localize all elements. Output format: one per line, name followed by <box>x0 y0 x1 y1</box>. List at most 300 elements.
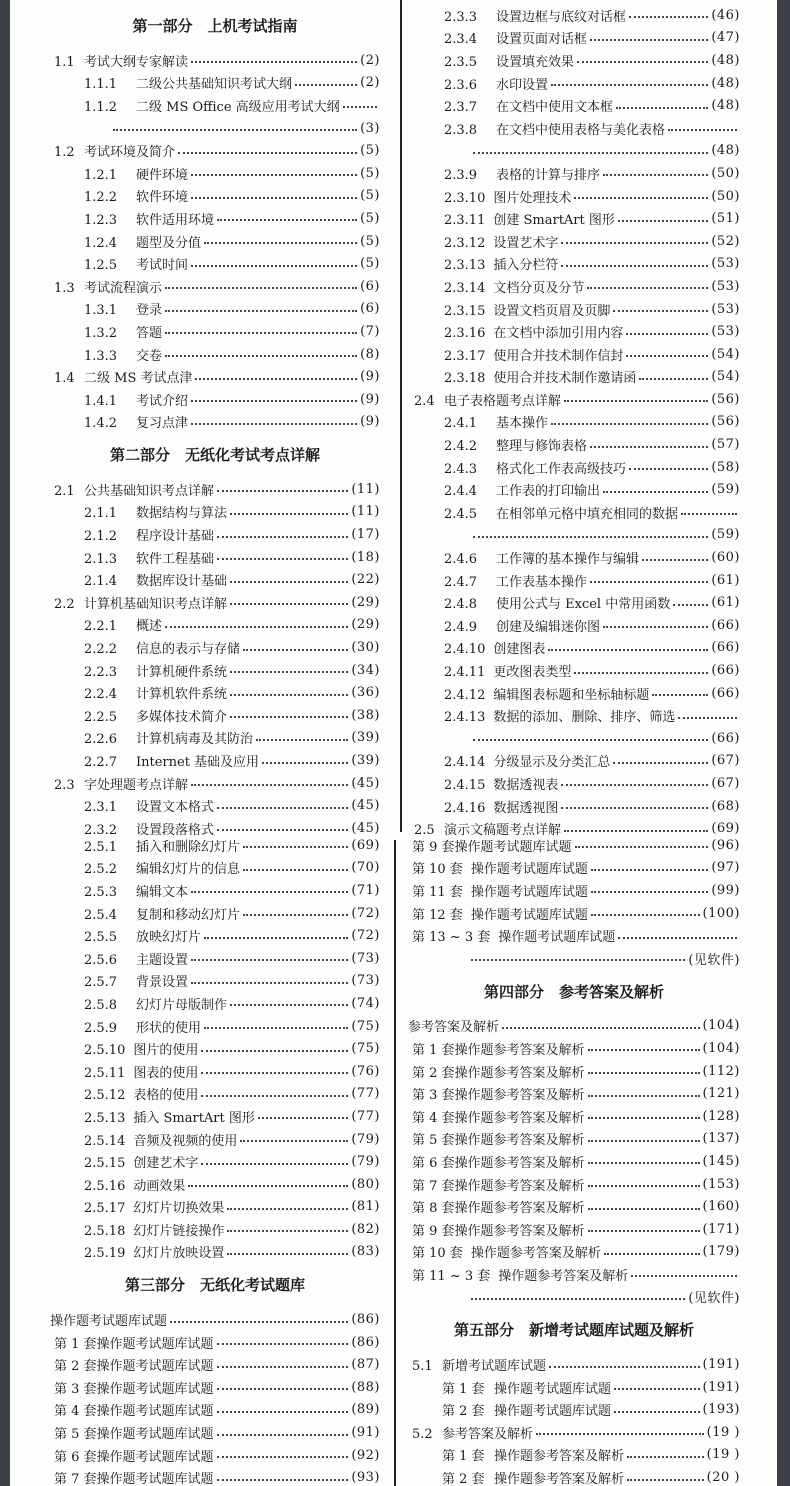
section-number: 2.3.6 <box>444 77 478 93</box>
page-number: (89) <box>351 1402 380 1418</box>
dot-leader <box>165 287 357 289</box>
toc-entry <box>50 924 380 947</box>
toc-entry <box>408 1353 740 1376</box>
toc-entry <box>50 794 380 817</box>
toc-entry <box>410 72 740 95</box>
dot-leader <box>243 846 348 848</box>
toc-entry <box>50 568 380 591</box>
section-number: 2.3.17 <box>444 348 486 364</box>
entry-title: 插入分栏符 <box>493 258 559 274</box>
toc-entry <box>50 1150 380 1173</box>
page-number: (56) <box>711 391 740 407</box>
entry-title: 操作题参考答案及解析 <box>470 1246 601 1262</box>
section-number: 5.2 <box>412 1426 433 1442</box>
toc-entry <box>50 1083 380 1106</box>
entry-title: 操作题参考答案及解析 <box>494 1449 625 1465</box>
entry-title: 工作表的打印输出 <box>496 484 601 500</box>
toc-entry <box>50 1308 380 1331</box>
toc-entry <box>408 1218 740 1241</box>
section-number: 2.3.7 <box>444 100 478 116</box>
section-number: 第 7 套 <box>54 1472 97 1486</box>
section-number: 2.5.3 <box>84 884 118 900</box>
entry-title: 形状的使用 <box>136 1020 202 1036</box>
dot-leader <box>230 581 348 583</box>
toc-entry <box>410 388 740 411</box>
section-number: 2.4.15 <box>444 777 486 793</box>
dot-leader <box>577 61 708 63</box>
toc-entry-continuation <box>410 727 740 750</box>
entry-title: 操作题考试题库试题 <box>470 862 588 878</box>
dot-leader <box>591 914 700 916</box>
section-number: 1.2.4 <box>84 235 118 251</box>
entry-title: 操作题参考答案及解析 <box>454 1042 585 1058</box>
entry-title: 幻灯片链接操作 <box>133 1223 225 1239</box>
entry-title: 交卷 <box>136 348 163 364</box>
dot-leader <box>230 694 348 696</box>
entry-title: 格式化工作表高级技巧 <box>496 461 627 477</box>
page-number: (45) <box>351 798 380 814</box>
toc-entry <box>50 704 380 727</box>
dot-leader <box>588 1117 700 1119</box>
page-number: (82) <box>351 1221 380 1237</box>
section-number: 1.2 <box>54 145 75 161</box>
entry-title: 动画效果 <box>133 1178 186 1194</box>
toc-entry-continuation <box>410 524 740 547</box>
dot-leader <box>652 694 708 696</box>
dot-leader <box>230 716 348 718</box>
page-number: (128) <box>702 1108 740 1124</box>
dot-leader <box>588 1230 700 1232</box>
toc-entry <box>408 857 740 880</box>
page-number: (191) <box>702 1379 740 1395</box>
page-number: (104) <box>702 1018 740 1034</box>
entry-title: 设置页面对话框 <box>496 32 588 48</box>
page-number: (74) <box>351 995 380 1011</box>
dot-leader <box>191 784 348 786</box>
entry-title: 操作题考试题库试题 <box>50 1314 168 1330</box>
dot-leader <box>590 39 708 41</box>
page-number: (48) <box>711 143 740 159</box>
section-number: 第 1 套 <box>54 1336 97 1352</box>
entry-title: 音频及视频的使用 <box>133 1133 238 1149</box>
section-number: 1.1 <box>54 54 75 70</box>
toc-entry <box>410 185 740 208</box>
page-number: (73) <box>351 950 380 966</box>
entry-title: 在文档中使用表格与美化表格 <box>496 122 666 138</box>
dot-leader <box>227 1208 348 1210</box>
entry-title: 操作题参考答案及解析 <box>494 1472 625 1486</box>
section-number: 第 1 套 <box>442 1381 485 1397</box>
dot-leader <box>626 355 708 357</box>
entry-title: 幻灯片放映设置 <box>133 1246 225 1262</box>
entry-title: 考试介绍 <box>136 393 189 409</box>
toc-column-4 <box>408 834 740 1486</box>
entry-title: 图片的使用 <box>133 1043 199 1059</box>
page-number: (58) <box>711 459 740 475</box>
toc-entry <box>50 185 380 208</box>
toc-entry <box>410 230 740 253</box>
dot-leader <box>603 174 708 176</box>
dot-leader <box>473 152 708 154</box>
page-number: (29) <box>351 617 380 633</box>
page-number: (48) <box>711 75 740 91</box>
toc-entry <box>50 1196 380 1219</box>
page-number: (75) <box>351 1018 380 1034</box>
entry-title: 数据的添加、删除、排序、筛选 <box>493 710 676 726</box>
entry-title: 软件适用环境 <box>136 212 215 228</box>
dot-leader <box>243 649 348 651</box>
entry-title: 设置段落格式 <box>136 822 215 838</box>
toc-entry <box>408 1466 740 1486</box>
section-number: 1.4 <box>54 371 75 387</box>
dot-leader <box>217 536 348 538</box>
page-number: (7) <box>360 323 380 339</box>
page-number: (38) <box>351 707 380 723</box>
entry-title: 基本操作 <box>496 416 549 432</box>
page-number: (104) <box>702 1040 740 1056</box>
section-number: 2.4.4 <box>444 484 478 500</box>
section-number: 2.5.10 <box>84 1043 126 1059</box>
page-number: (19 ) <box>706 1424 740 1440</box>
page-number: (57) <box>711 437 740 453</box>
section-number: 2.3.4 <box>444 32 478 48</box>
toc-column-3 <box>50 834 380 1486</box>
page-number: (52) <box>711 233 740 249</box>
page-number: (83) <box>351 1244 380 1260</box>
section-number: 2.3.13 <box>444 258 486 274</box>
entry-title: 操作题考试题库试题 <box>96 1472 214 1486</box>
page-number: (121) <box>702 1086 740 1102</box>
dot-leader <box>587 287 708 289</box>
page-number: (53) <box>711 278 740 294</box>
dot-leader <box>590 581 708 583</box>
entry-title: 操作题考试题库试题 <box>454 839 572 855</box>
entry-title: 编辑幻灯片的信息 <box>136 862 241 878</box>
section-number: 2.3.10 <box>444 190 486 206</box>
toc-entry <box>408 1195 740 1218</box>
dot-leader <box>588 1072 700 1074</box>
entry-title: 软件工程基础 <box>136 551 215 567</box>
dot-leader <box>588 1140 700 1142</box>
entry-title: 工作簿的基本操作与编辑 <box>496 552 640 568</box>
entry-title: 表格的计算与排序 <box>496 167 601 183</box>
entry-title: 操作题参考答案及解析 <box>454 1178 585 1194</box>
page-number: (50) <box>711 165 740 181</box>
dot-leader <box>343 106 377 108</box>
entry-title: 插入和删除幻灯片 <box>136 839 241 855</box>
toc-entry <box>408 1173 740 1196</box>
entry-title: 复习点津 <box>136 416 189 432</box>
dot-leader <box>564 400 708 402</box>
page-number: (59) <box>711 482 740 498</box>
page-number: (53) <box>711 256 740 272</box>
column-divider-bottom <box>394 840 396 1486</box>
page-number: (8) <box>360 346 380 362</box>
page-number: (77) <box>351 1086 380 1102</box>
page-number: (46) <box>711 7 740 23</box>
section-number: 2.5.4 <box>84 907 118 923</box>
section-number: 第 6 套 <box>54 1449 97 1465</box>
section-number: 2.5.18 <box>84 1223 126 1239</box>
section-number: 1.2.5 <box>84 258 118 274</box>
page-number: (171) <box>702 1221 740 1237</box>
toc-entry <box>410 478 740 501</box>
section-heading: 第五部分 新增考试题库试题及解析 <box>453 1321 694 1340</box>
dot-leader <box>471 959 685 961</box>
page-number: (193) <box>702 1402 740 1418</box>
toc-entry-continuation <box>408 947 740 970</box>
section-number: 2.3.12 <box>444 235 486 251</box>
section-number: 2.2.6 <box>84 732 118 748</box>
section-heading: 第一部分 上机考试指南 <box>132 17 298 35</box>
entry-title: 整理与修饰表格 <box>496 439 588 455</box>
section-number: 1.3.1 <box>84 303 118 319</box>
entry-title: 文档分页及分节 <box>493 280 585 296</box>
dot-leader <box>165 355 357 357</box>
section-number: 2.1 <box>54 483 75 499</box>
toc-entry <box>408 902 740 925</box>
dot-leader <box>191 174 357 176</box>
section-number: 1.3 <box>54 280 75 296</box>
section-number: 2.4.8 <box>444 597 478 613</box>
toc-entry <box>50 1105 380 1128</box>
dot-leader <box>575 846 709 848</box>
page-number: (20 ) <box>706 1470 740 1486</box>
toc-entry <box>410 411 740 434</box>
dot-leader <box>165 626 348 628</box>
entry-title: 演示文稿题考点详解 <box>444 823 562 839</box>
dot-leader <box>551 84 708 86</box>
entry-title: 使用合并技术制作信封 <box>493 348 624 364</box>
section-number: 2.4.2 <box>444 439 478 455</box>
toc-entry <box>410 682 740 705</box>
toc-entry <box>50 659 380 682</box>
entry-title: 创建艺术字 <box>133 1156 199 1172</box>
section-number: 2.2.5 <box>84 709 118 725</box>
dot-leader <box>217 219 357 221</box>
page-number: (5) <box>360 210 380 226</box>
entry-title: 操作题参考答案及解析 <box>454 1133 585 1149</box>
toc-entry <box>50 365 380 388</box>
section-number: 2.4.3 <box>444 461 478 477</box>
page-number: (56) <box>711 414 740 430</box>
dot-leader <box>201 1095 348 1097</box>
section-number: 第 8 套 <box>412 1201 455 1217</box>
page-number: (48) <box>711 98 740 114</box>
page-number: (11) <box>351 481 380 497</box>
page-number: (145) <box>702 1153 740 1169</box>
entry-title: 复制和移动幻灯片 <box>136 907 241 923</box>
section-number: 第 5 套 <box>54 1427 97 1443</box>
toc-entry <box>50 343 380 366</box>
toc-entry <box>50 902 380 925</box>
page-number: (9) <box>360 391 380 407</box>
dot-leader <box>591 891 708 893</box>
dot-leader <box>678 717 737 719</box>
entry-title: 设置文本格式 <box>136 800 215 816</box>
page-number: (39) <box>351 730 380 746</box>
toc-entry <box>50 879 380 902</box>
section-number: 第 1 套 <box>412 1042 455 1058</box>
toc-entry <box>50 207 380 230</box>
toc-entry <box>50 1466 380 1486</box>
dot-leader <box>217 1343 349 1345</box>
entry-title: 操作题参考答案及解析 <box>454 1201 585 1217</box>
toc-entry <box>408 924 740 947</box>
page-number: (80) <box>351 1176 380 1192</box>
section-number: 2.1.1 <box>84 506 118 522</box>
dot-leader <box>613 310 708 312</box>
toc-entry <box>50 772 380 795</box>
dot-leader <box>217 1434 349 1436</box>
entry-title: 放映幻灯片 <box>136 930 202 946</box>
page-number: (92) <box>351 1447 380 1463</box>
dot-leader <box>549 1366 700 1368</box>
toc-entry <box>50 139 380 162</box>
entry-title: 操作题考试题库试题 <box>498 930 616 946</box>
page-number: (5) <box>360 143 380 159</box>
page-number: (97) <box>711 860 740 876</box>
toc-entry <box>408 1444 740 1467</box>
page-number: (66) <box>711 617 740 633</box>
page-number: (137) <box>702 1131 740 1147</box>
page-number: (79) <box>351 1154 380 1170</box>
dot-leader <box>616 107 708 109</box>
dot-leader <box>256 739 348 741</box>
dot-leader <box>240 1140 348 1142</box>
section-number: 2.5.17 <box>84 1201 126 1217</box>
dot-leader <box>473 536 708 538</box>
entry-title: 操作题参考答案及解析 <box>454 1110 585 1126</box>
page-number: (47) <box>711 30 740 46</box>
toc-entry <box>50 591 380 614</box>
page-number: (61) <box>711 595 740 611</box>
page-number: (71) <box>351 882 380 898</box>
dot-leader <box>113 129 357 131</box>
toc-entry <box>50 727 380 750</box>
toc-entry <box>408 1037 740 1060</box>
entry-title: 二级公共基础知识考试大纲 <box>136 77 293 93</box>
dot-leader <box>574 672 708 674</box>
page-number: (53) <box>711 324 740 340</box>
section-number: 2.5.11 <box>84 1065 126 1081</box>
toc-entry <box>50 1444 380 1467</box>
entry-title: 数据库设计基础 <box>136 574 228 590</box>
dot-leader <box>262 762 348 764</box>
entry-title: 登录 <box>136 303 163 319</box>
page-number: (100) <box>702 905 740 921</box>
section-number: 2.5.12 <box>84 1088 126 1104</box>
toc-entry <box>50 230 380 253</box>
dot-leader <box>588 1049 700 1051</box>
dot-leader <box>627 1456 704 1458</box>
entry-title: 操作题考试题库试题 <box>96 1427 214 1443</box>
entry-title: 操作题参考答案及解析 <box>454 1065 585 1081</box>
entry-title: 主题设置 <box>136 952 189 968</box>
section-number: 第 2 套 <box>442 1472 485 1486</box>
page-number: (9) <box>360 369 380 385</box>
entry-title: 设置边框与底纹对话框 <box>496 9 627 25</box>
toc-entry <box>50 388 380 411</box>
section-number: 第 2 套 <box>442 1404 485 1420</box>
dot-leader <box>681 513 737 515</box>
page-number: (99) <box>711 882 740 898</box>
entry-title: 使用公式与 Excel 中常用函数 <box>496 597 671 613</box>
entry-title: 操作题参考答案及解析 <box>454 1155 585 1171</box>
toc-entry <box>50 478 380 501</box>
page-number: (72) <box>351 905 380 921</box>
dot-leader <box>191 959 348 961</box>
toc-entry <box>408 1128 740 1151</box>
dot-leader <box>639 378 708 380</box>
toc-entry <box>410 366 740 389</box>
entry-title: 更改图表类型 <box>493 665 572 681</box>
dot-leader <box>502 1027 700 1029</box>
dot-leader <box>217 829 348 831</box>
page-number: (86) <box>351 1312 380 1328</box>
dot-leader <box>188 1185 348 1187</box>
dot-leader <box>201 1072 348 1074</box>
entry-title: 考试流程演示 <box>84 280 163 296</box>
page-number: (68) <box>711 798 740 814</box>
toc-entry <box>50 1218 380 1241</box>
entry-title: 操作题考试题库试题 <box>470 884 588 900</box>
entry-title: 计算机硬件系统 <box>136 664 228 680</box>
toc-entry <box>408 1421 740 1444</box>
toc-entry <box>50 275 380 298</box>
dot-leader <box>243 914 348 916</box>
dot-leader <box>217 1456 349 1458</box>
section-number: 第 9 套 <box>412 1223 455 1239</box>
page-number: (29) <box>351 594 380 610</box>
entry-title: 参考答案及解析 <box>442 1426 534 1442</box>
toc-entry <box>408 1376 740 1399</box>
entry-title: 在相邻单元格中填充相同的数据 <box>496 506 679 522</box>
toc-entry <box>50 162 380 185</box>
toc-entry <box>410 320 740 343</box>
page-number: (66) <box>711 640 740 656</box>
dot-leader <box>191 61 357 63</box>
toc-entry <box>410 253 740 276</box>
section-number: 第 6 套 <box>412 1155 455 1171</box>
dot-leader <box>618 937 737 939</box>
entry-title: 创建 SmartArt 图形 <box>493 213 615 229</box>
section-number: 2.3.15 <box>444 303 486 319</box>
toc-entry <box>50 1015 380 1038</box>
section-number: 第 3 套 <box>412 1088 455 1104</box>
dot-leader <box>230 603 348 605</box>
section-number: 第 13 ~ 3 套 <box>412 930 491 946</box>
page-number: (19 ) <box>706 1447 740 1463</box>
toc-entry-continuation <box>50 117 380 140</box>
toc-entry <box>50 834 380 857</box>
dot-leader <box>217 1366 349 1368</box>
entry-title: 信息的表示与存储 <box>136 642 241 658</box>
page-number: (2) <box>360 75 380 91</box>
entry-title: 操作题考试题库试题 <box>96 1449 214 1465</box>
dot-leader <box>564 830 708 832</box>
dot-leader <box>574 197 708 199</box>
page-number: (17) <box>351 527 380 543</box>
toc-entry <box>410 591 740 614</box>
entry-title: 考试环境及简介 <box>84 145 176 161</box>
page-number: (53) <box>711 301 740 317</box>
toc-entry <box>50 1173 380 1196</box>
section-number: 第 12 套 <box>412 907 463 923</box>
toc-page <box>10 0 777 1486</box>
entry-title: 设置艺术字 <box>493 235 559 251</box>
page-number: (93) <box>351 1470 380 1486</box>
